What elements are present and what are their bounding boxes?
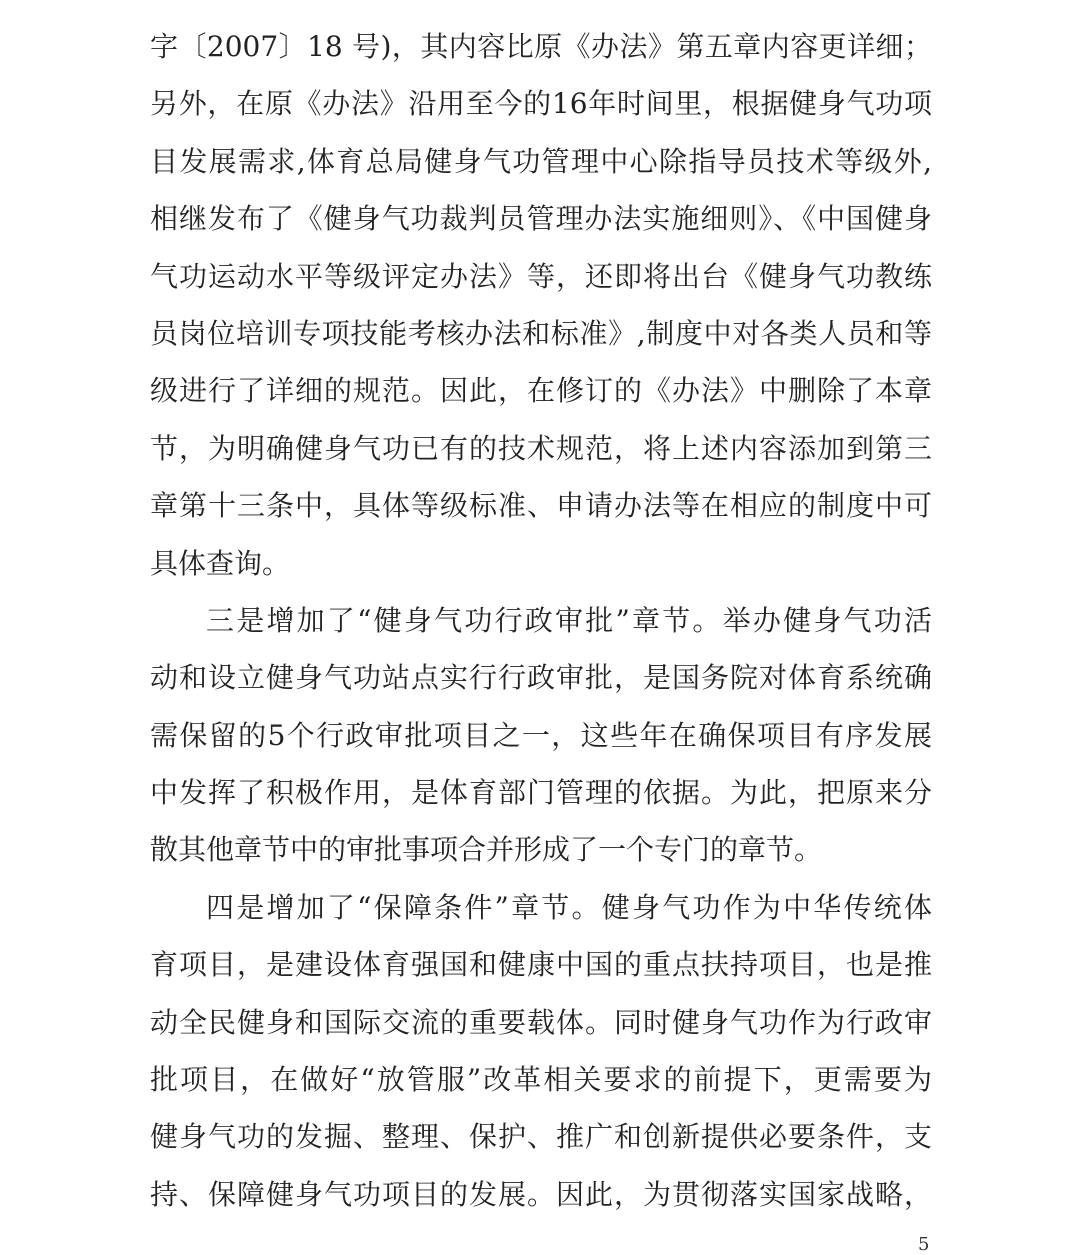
text-line: 育项目，是建设体育强国和健康中国的重点扶持项目，也是推 [150,948,932,982]
text-line: 具体查询。 [150,546,291,580]
text-line: 相继发布了《健身气功裁判员管理办法实施细则》、《中国健身 [150,202,932,236]
paragraph-start-line: 四是增加了“保障条件”章节。健身气功作为中华传统体 [206,890,932,924]
document-body-text [150,18,932,1223]
page-number: 5 [918,1234,930,1255]
paragraph-start-line: 三是增加了“健身气功行政审批”章节。举办健身气功活 [206,603,932,637]
text-line: 员岗位培训专项技能考核办法和标准》,制度中对各类人员和等 [150,316,932,350]
text-line: 健身气功的发掘、整理、保护、推广和创新提供必要条件，支 [150,1120,932,1154]
text-line: 动全民健身和国际交流的重要载体。同时健身气功作为行政审 [150,1005,932,1039]
text-line: 字〔2007〕18 号)，其内容比原《办法》第五章内容更详细； [150,30,932,63]
text-line: 持、保障健身气功项目的发展。因此，为贯彻落实国家战略， [150,1177,932,1211]
text-line: 章第十三条中，具体等级标准、申请办法等在相应的制度中可 [150,489,932,523]
text-line: 节，为明确健身气功已有的技术规范，将上述内容添加到第三 [150,431,932,465]
text-line: 另外，在原《办法》沿用至今的16年时间里，根据健身气功项 [150,87,932,121]
text-line: 需保留的5个行政审批项目之一，这些年在确保项目有序发展 [150,718,932,752]
text-line: 目发展需求,体育总局健身气功管理中心除指导员技术等级外, [150,144,932,178]
text-line: 级进行了详细的规范。因此，在修订的《办法》中删除了本章 [150,374,932,408]
text-line: 散其他章节中的审批事项合并形成了一个专门的章节。 [150,833,823,867]
text-line: 批项目，在做好“放管服”改革相关要求的前提下，更需要为 [150,1063,932,1097]
text-line: 动和设立健身气功站点实行行政审批，是国务院对体育系统确 [150,661,932,695]
text-line: 中发挥了积极作用，是体育部门管理的依据。为此，把原来分 [150,776,932,810]
text-line: 气功运动水平等级评定办法》等，还即将出台《健身气功教练 [150,259,932,293]
